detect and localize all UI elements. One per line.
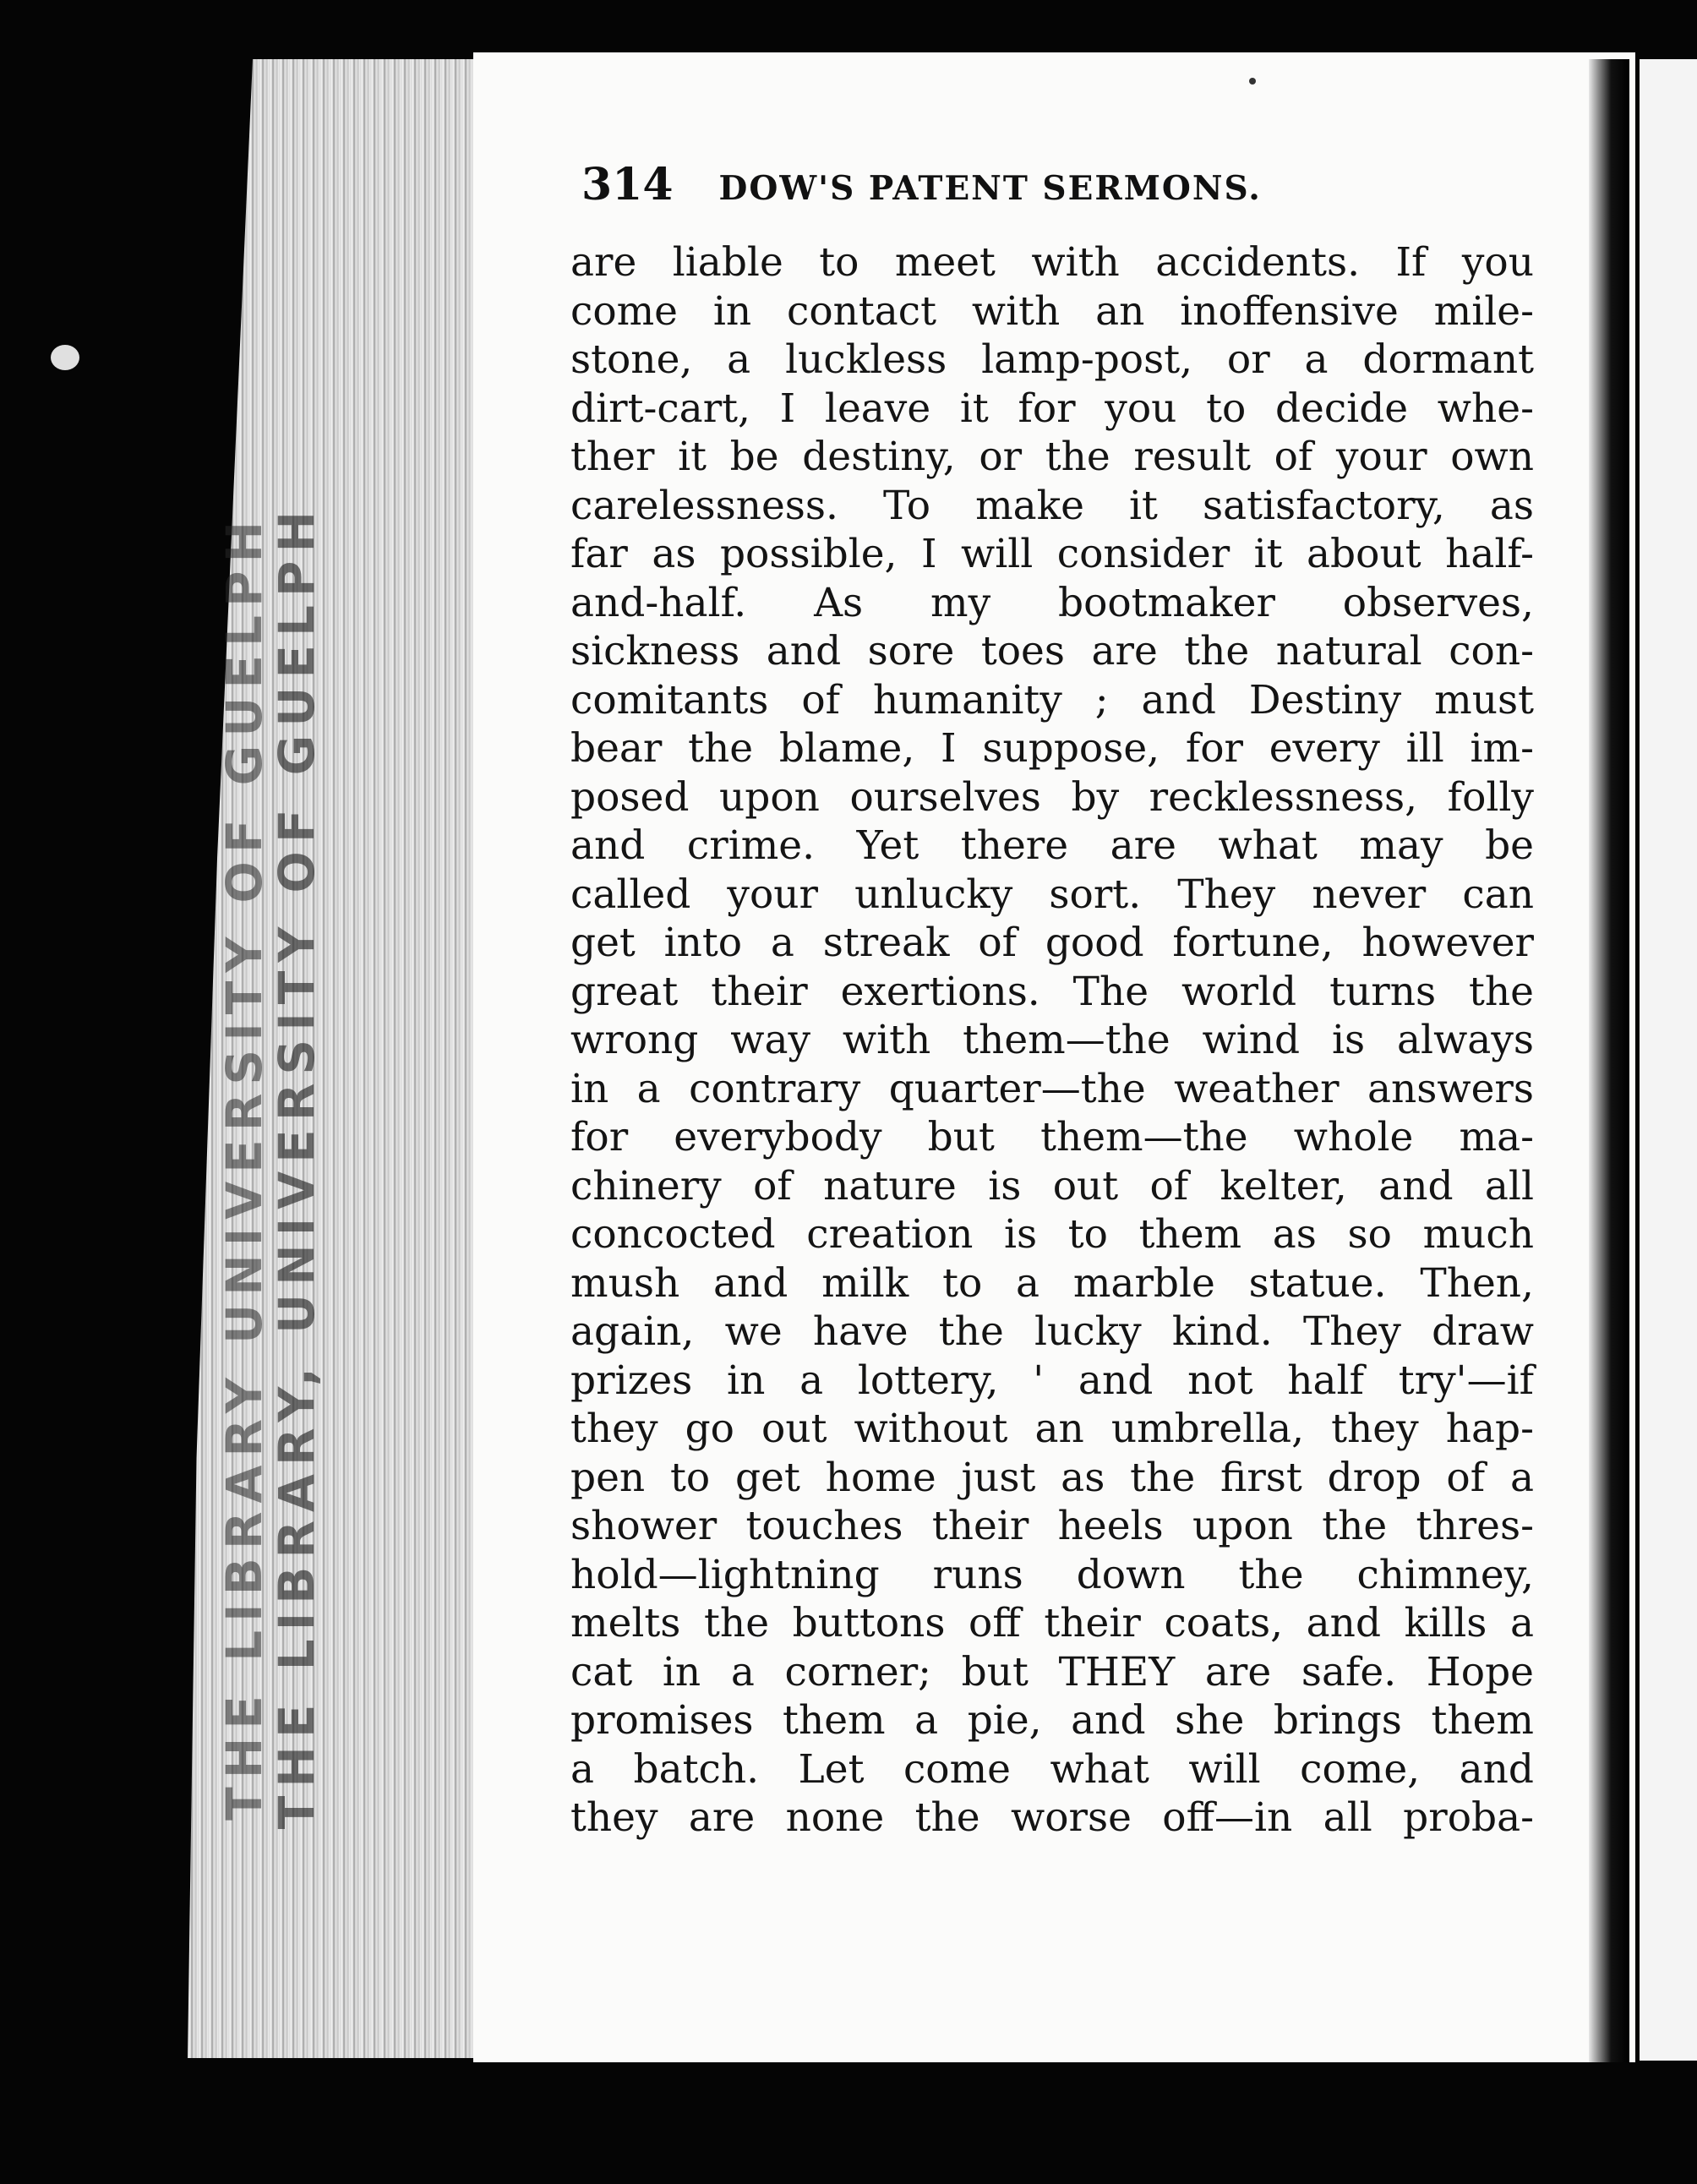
text-line: sickness and sore toes are the natural con- — [570, 628, 1534, 674]
text-line: chinery of nature is out of kelter, and all — [570, 1162, 1534, 1209]
text-line: come in contact with an inoffensive mile- — [570, 287, 1534, 335]
text-line: comitants of humanity ; and Destiny must — [570, 676, 1534, 723]
text-line: and crime. Yet there are what may be — [570, 822, 1534, 869]
text-line: are liable to meet with accidents. If you — [570, 239, 1534, 286]
text-line: for everybody but them—the whole ma- — [570, 1114, 1534, 1160]
text-line: get into a streak of good fortune, however — [570, 920, 1534, 966]
text-line: again, we have the lucky kind. They draw — [570, 1308, 1534, 1355]
text-line: prizes in a lottery, ' and not half try'—if — [570, 1357, 1534, 1404]
text-line: dirt-cart, I leave it for you to decide whe- — [570, 385, 1534, 432]
running-head-title: DOW'S PATENT SERMONS. — [718, 169, 1262, 208]
text-line: great their exertions. The world turns the — [570, 968, 1534, 1015]
text-line: melts the buttons off their coats, and kills a — [570, 1600, 1534, 1646]
text-line: promises them a pie, and she brings them — [570, 1697, 1534, 1744]
text-line: far as possible, I will consider it about half- — [570, 531, 1534, 577]
library-stamp — [216, 473, 325, 1859]
text-line: hold—lightning runs down the chimney, — [570, 1551, 1534, 1598]
text-line: and-half. As my bootmaker observes, — [570, 579, 1534, 626]
text-line: shower touches their heels upon the thres- — [570, 1503, 1534, 1549]
text-line: mush and milk to a marble statue. Then, — [570, 1259, 1534, 1307]
page-number: 314 — [581, 159, 674, 210]
text-line: stone, a luckless lamp-post, or a dormant — [570, 336, 1534, 383]
text-line: they go out without an umbrella, they hap- — [570, 1406, 1534, 1452]
text-line: called your unlucky sort. They never can — [570, 871, 1534, 918]
stamp-line-1: THE LIBRARY UNIVERSITY OF GUELPH — [216, 512, 273, 1821]
text-line: concocted creation is to them as so much — [570, 1211, 1534, 1258]
page-gutter-shadow — [1589, 59, 1629, 2062]
text-line: carelessness. To make it satisfactory, as — [570, 482, 1534, 529]
body-text — [570, 238, 1534, 1843]
stamp-line-2: THE LIBRARY, UNIVERSITY OF GUELPH — [268, 503, 325, 1830]
text-line: bear the blame, I suppose, for every ill im- — [570, 725, 1534, 772]
running-head — [581, 159, 1376, 218]
text-line: cat in a corner; but THEY are safe. Hope — [570, 1648, 1534, 1695]
text-line: posed upon ourselves by recklessness, folly — [570, 773, 1534, 821]
text-line: they are none the worse off—in all proba- — [570, 1794, 1534, 1841]
text-line: wrong way with them—the wind is always — [570, 1017, 1534, 1063]
opposite-page-edge — [1640, 59, 1697, 2061]
ink-speck — [1249, 78, 1256, 85]
text-line: pen to get home just as the first drop of a — [570, 1454, 1534, 1501]
text-line: ther it be destiny, or the result of your own — [570, 434, 1534, 480]
scan-speck — [51, 345, 79, 370]
text-line: in a contrary quarter—the weather answers — [570, 1065, 1534, 1112]
text-line: a batch. Let come what will come, and — [570, 1745, 1534, 1793]
